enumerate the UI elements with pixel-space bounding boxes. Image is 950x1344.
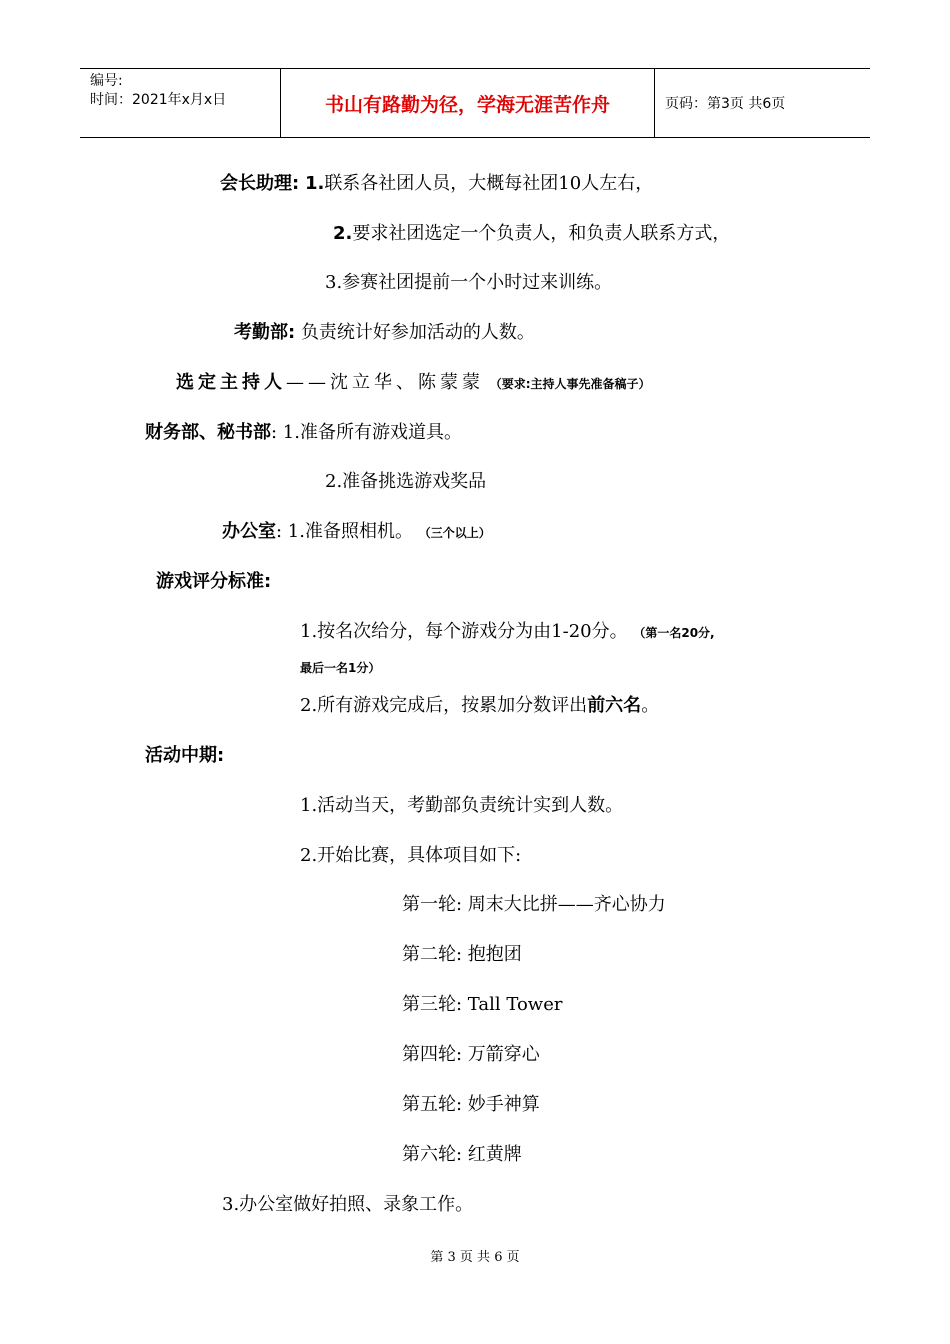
page-footer: 第 3 页 共 6 页	[430, 1250, 520, 1265]
host-note: （要求:主持人事先准备稿子）	[489, 377, 651, 391]
page-header	[80, 68, 870, 138]
finance-line-1	[145, 421, 462, 445]
host-line	[176, 371, 651, 396]
assistant-item2-num: 2.	[333, 223, 353, 244]
mid-item3: 3.办公室做好拍照、录象工作。	[222, 1194, 474, 1215]
scoring-item2-bold: 前六名	[587, 695, 642, 716]
header-divider	[654, 69, 655, 137]
attendance-text: 负责统计好参加活动的人数。	[300, 322, 535, 343]
scoring-note2: 最后一名1分）	[300, 661, 381, 675]
round-item: 第二轮: 抱抱团	[402, 944, 522, 965]
scoring-item1: 1.按名次给分，每个游戏分为由1-20分。	[300, 621, 628, 642]
attendance-line	[234, 321, 535, 345]
round-item: 第一轮: 周末大比拼——齐心协力	[402, 894, 666, 915]
assistant-line-1	[220, 172, 653, 196]
round-item: 第四轮: 万箭穿心	[402, 1044, 540, 1065]
scoring-item2-pre: 2.所有游戏完成后，按累加分数评出	[300, 695, 588, 716]
round-item: 第六轮: 红黄牌	[402, 1144, 522, 1165]
office-line	[222, 520, 491, 545]
assistant-item2: 要求社团选定一个负责人，和负责人联系方式，	[352, 223, 731, 244]
host-text: ——沈立华、陈蒙蒙	[286, 372, 484, 393]
round-item: 第五轮: 妙手神算	[402, 1094, 540, 1115]
scoring-line-1	[300, 620, 715, 645]
mid-item1: 1.活动当天，考勤部负责统计实到人数。	[300, 795, 624, 816]
finance-item1: : 1.准备所有游戏道具。	[271, 422, 462, 443]
finance-line-2: 2.准备挑选游戏奖品	[325, 471, 487, 492]
header-motto: 书山有路勤为径，学海无涯苦作舟	[324, 93, 610, 116]
scoring-line-2	[300, 694, 659, 718]
mid-item2: 2.开始比赛，具体项目如下:	[300, 845, 522, 866]
assistant-line-3: 3.参赛社团提前一个小时过来训练。	[325, 272, 613, 293]
assistant-line-2	[333, 222, 730, 246]
office-item1: : 1.准备照相机。	[276, 521, 413, 542]
scoring-note1: （第一名20分,	[633, 626, 715, 640]
scoring-item2-post: 。	[641, 695, 660, 716]
header-date: 时间：2021年x月x日	[90, 92, 227, 108]
header-number: 编号:	[90, 73, 123, 89]
host-title: 选定主持人	[176, 372, 286, 393]
office-note: （三个以上）	[418, 526, 491, 540]
mid-title: 活动中期:	[145, 745, 225, 766]
office-title: 办公室	[222, 521, 276, 542]
finance-title: 财务部、秘书部	[145, 422, 271, 443]
header-page-number: 页码：第3页 共6页	[665, 96, 786, 112]
assistant-title: 会长助理:	[220, 173, 300, 194]
assistant-item1: 联系各社团人员，大概每社团10人左右，	[324, 173, 654, 194]
scoring-title: 游戏评分标准:	[156, 571, 272, 592]
header-meta	[80, 69, 280, 137]
round-item: 第三轮: Tall Tower	[402, 994, 563, 1015]
assistant-item1-num: 1.	[304, 173, 325, 194]
attendance-title: 考勤部:	[234, 322, 296, 343]
